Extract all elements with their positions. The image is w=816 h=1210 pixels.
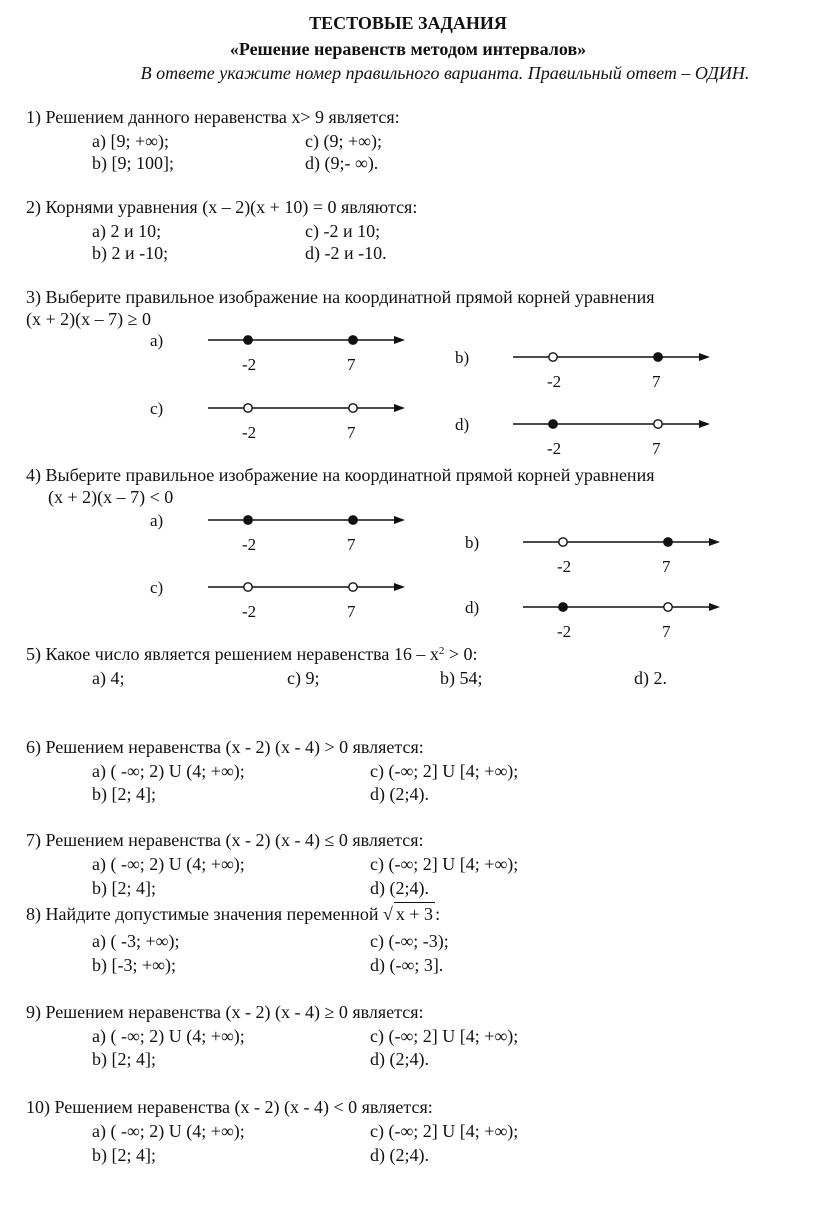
q7-option-d[interactable]: d) (2;4).: [370, 878, 429, 898]
left-label: -2: [547, 439, 562, 458]
sqrt-icon: √: [383, 904, 393, 924]
right-point-filled: [349, 516, 357, 524]
question-8: [26, 905, 440, 923]
radicand: x + 3: [395, 904, 434, 924]
q2-option-a[interactable]: a) 2 и 10;: [92, 221, 162, 241]
question-6: 6) Решением неравенства (x - 2) (x - 4) > 0 является:: [26, 737, 424, 757]
question-4: 4) Выберите правильное изображение на координатной прямой корней уравнения: [26, 465, 655, 485]
q6-option-c[interactable]: c) (-∞; 2] U [4; +∞);: [370, 761, 519, 781]
left-label: -2: [242, 602, 257, 621]
question-8-text: 8) Найдите допустимые значения переменной: [26, 904, 384, 924]
question-5-text: 5) Какое число является решением неравенства 16 – x: [26, 644, 439, 664]
q5-option-a[interactable]: a) 4;: [92, 668, 125, 688]
q10-option-c[interactable]: c) (-∞; 2] U [4; +∞);: [370, 1121, 519, 1141]
right-point-open: [349, 404, 357, 412]
right-point-filled: [349, 336, 357, 344]
q3-option-letter: b): [455, 348, 470, 367]
left-label: -2: [557, 557, 572, 576]
q6-option-b[interactable]: b) [2; 4];: [92, 784, 156, 804]
question-2: 2) Корнями уравнения (x – 2)(x + 10) = 0 являются:: [26, 197, 418, 217]
q5-option-b[interactable]: b) 54;: [440, 668, 483, 688]
q5-option-c[interactable]: c) 9;: [287, 668, 320, 688]
number-line: [465, 597, 725, 619]
number-line: [455, 414, 715, 436]
left-label: -2: [547, 372, 562, 391]
number-line: [150, 330, 410, 352]
q4-option-letter: c): [150, 578, 164, 597]
left-point-filled: [244, 336, 252, 344]
left-label: -2: [242, 535, 257, 554]
q4-option-letter: b): [465, 533, 480, 552]
question-3: 3) Выберите правильное изображение на координатной прямой корней уравнения: [26, 287, 655, 307]
question-5: [26, 645, 477, 663]
q1-option-c[interactable]: c) (9; +∞);: [305, 131, 382, 151]
arrow-icon: [699, 353, 710, 361]
left-point-open: [244, 404, 252, 412]
left-point-filled: [559, 603, 567, 611]
q3-option-letter: a): [150, 331, 164, 350]
q10-option-d[interactable]: d) (2;4).: [370, 1145, 429, 1165]
right-point-filled: [664, 538, 672, 546]
question-9: 9) Решением неравенства (x - 2) (x - 4) ≥ 0 является:: [26, 1002, 424, 1022]
q1-option-b[interactable]: b) [9; 100];: [92, 153, 174, 173]
question-4-expression: (x + 2)(x – 7) < 0: [48, 487, 174, 507]
q7-option-a[interactable]: a) ( -∞; 2) U (4; +∞);: [92, 854, 245, 874]
q8-option-b[interactable]: b) [-3; +∞);: [92, 955, 176, 975]
q2-option-d[interactable]: d) -2 и -10.: [305, 243, 387, 263]
left-label: -2: [557, 622, 572, 641]
q9-option-d[interactable]: d) (2;4).: [370, 1049, 429, 1069]
number-line: [465, 532, 725, 554]
number-line: [150, 577, 410, 599]
number-line: [150, 510, 410, 532]
arrow-icon: [394, 404, 405, 412]
left-label: -2: [242, 423, 257, 442]
page-title: ТЕСТОВЫЕ ЗАДАНИЯ: [309, 13, 507, 33]
number-line: [455, 347, 715, 369]
question-1: 1) Решением данного неравенства x> 9 является:: [26, 107, 400, 127]
q5-option-d[interactable]: d) 2.: [634, 668, 667, 688]
right-label: 7: [652, 439, 661, 458]
instruction: В ответе укажите номер правильного варианта. Правильный ответ – ОДИН.: [140, 63, 750, 83]
right-point-open: [349, 583, 357, 591]
right-point-open: [654, 420, 662, 428]
q9-option-b[interactable]: b) [2; 4];: [92, 1049, 156, 1069]
arrow-icon: [394, 336, 405, 344]
q7-option-c[interactable]: c) (-∞; 2] U [4; +∞);: [370, 854, 519, 874]
left-point-filled: [549, 420, 557, 428]
arrow-icon: [709, 538, 720, 546]
right-label: 7: [662, 622, 671, 641]
q6-option-d[interactable]: d) (2;4).: [370, 784, 429, 804]
question-3-expression: (x + 2)(x – 7) ≥ 0: [26, 309, 152, 329]
number-line: [150, 398, 410, 420]
right-label: 7: [347, 602, 356, 621]
arrow-icon: [699, 420, 710, 428]
q8-option-d[interactable]: d) (-∞; 3].: [370, 955, 444, 975]
question-7: 7) Решением неравенства (x - 2) (x - 4) ≤ 0 является:: [26, 830, 424, 850]
right-label: 7: [347, 535, 356, 554]
q9-option-a[interactable]: a) ( -∞; 2) U (4; +∞);: [92, 1026, 245, 1046]
arrow-icon: [394, 516, 405, 524]
q4-option-letter: a): [150, 511, 164, 530]
q10-option-a[interactable]: a) ( -∞; 2) U (4; +∞);: [92, 1121, 245, 1141]
right-point-filled: [654, 353, 662, 361]
left-point-open: [244, 583, 252, 591]
q4-option-letter: d): [465, 598, 480, 617]
question-5-exponent: 2: [438, 645, 445, 657]
arrow-icon: [709, 603, 720, 611]
left-point-open: [559, 538, 567, 546]
q7-option-b[interactable]: b) [2; 4];: [92, 878, 156, 898]
right-label: 7: [662, 557, 671, 576]
q8-option-c[interactable]: c) (-∞; -3);: [370, 931, 449, 951]
right-point-open: [664, 603, 672, 611]
right-label: 7: [347, 423, 356, 442]
left-point-filled: [244, 516, 252, 524]
q1-option-d[interactable]: d) (9;- ∞).: [305, 153, 379, 173]
question-8-colon: :: [435, 904, 441, 924]
q10-option-b[interactable]: b) [2; 4];: [92, 1145, 156, 1165]
q2-option-c[interactable]: c) -2 и 10;: [305, 221, 381, 241]
left-point-open: [549, 353, 557, 361]
sqrt-expression: [383, 905, 435, 923]
q8-option-a[interactable]: a) ( -3; +∞);: [92, 931, 180, 951]
arrow-icon: [394, 583, 405, 591]
q6-option-a[interactable]: a) ( -∞; 2) U (4; +∞);: [92, 761, 245, 781]
q3-option-letter: c): [150, 399, 164, 418]
left-label: -2: [242, 355, 257, 374]
q3-option-letter: d): [455, 415, 470, 434]
q9-option-c[interactable]: c) (-∞; 2] U [4; +∞);: [370, 1026, 519, 1046]
question-10: 10) Решением неравенства (x - 2) (x - 4) < 0 является:: [26, 1097, 433, 1117]
question-5-tail: > 0:: [444, 644, 478, 664]
right-label: 7: [652, 372, 661, 391]
right-label: 7: [347, 355, 356, 374]
q2-option-b[interactable]: b) 2 и -10;: [92, 243, 169, 263]
page-subtitle: «Решение неравенств методом интервалов»: [229, 39, 587, 59]
q1-option-a[interactable]: a) [9; +∞);: [92, 131, 169, 151]
